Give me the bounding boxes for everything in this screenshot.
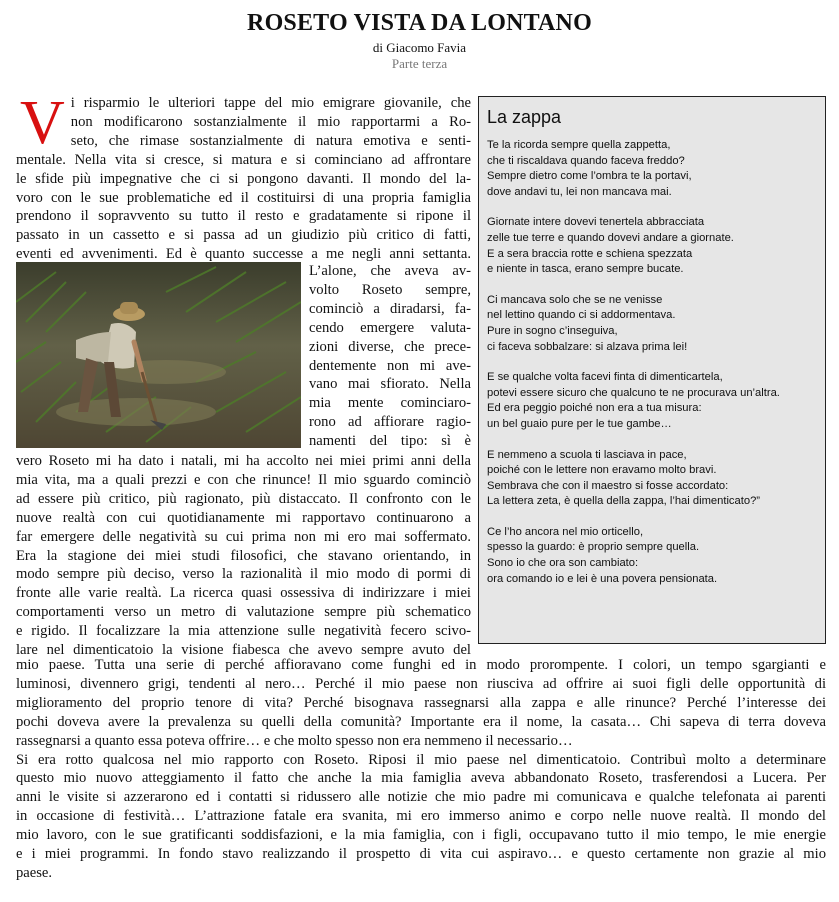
text-line: seto, che rimase sostanzialmente di natura emotiva e senti- xyxy=(70,132,471,149)
poem-line: Pure in sogno c’inseguiva, xyxy=(487,324,618,337)
poem-line: Sempre dietro come l’ombra te la portavi, xyxy=(487,170,692,183)
text-line: luminosi, divennero grigi, tendenti al nero… Perché il mio paese non riusciva ad offrire ai suoi figli delle opportunità di xyxy=(16,675,826,692)
text-line: mia vita, ma a quali prezzi e con che rinunce! Il mio sguardo cominciò xyxy=(16,471,471,488)
article-author: di Giacomo Favia xyxy=(372,40,467,55)
poem-title: La zappa xyxy=(487,107,562,127)
poem-line: E nemmeno a scuola ti lasciava in pace, xyxy=(487,448,687,461)
poem-line: Sono io che ora son cambiato: xyxy=(487,557,639,570)
poem-stanza xyxy=(487,293,817,355)
text-line: vano mai sfiorato. Nella xyxy=(309,376,471,393)
poem-line: e niente in tasca, erano sempre bucate. xyxy=(487,263,684,276)
text-line: cominciò a diradarsi, fa- xyxy=(309,300,471,317)
text-line: anni le visite si azzerarono ed i contatti si ridussero alle notizie che mio padre mi comunicava e qualche telefonata ai parenti xyxy=(16,789,826,806)
text-line: mentale. Nella vita si cresce, si matura e si cominciano ad affrontare xyxy=(16,151,471,168)
text-line: passato in un cassetto e si passa ad un giudizio più critico di fatti, xyxy=(16,227,471,244)
text-line: rono ad affiorare ragio- xyxy=(309,414,471,431)
text-line: L’alone, che aveva av- xyxy=(309,263,471,279)
poem-line: ci faceva sobbalzare: si alzava prima lei! xyxy=(487,340,688,353)
poem-stanza xyxy=(487,138,817,200)
poem-line: E a sera braccia rotte e schiena spezzata xyxy=(487,247,693,260)
poem-line: La lettera zeta, è quella della zappa, l’hai dimenticato?” xyxy=(487,495,761,508)
text-line: e i miei programmi. In fondo stavo realizzando il prospetto di vita cui aspiravo… e questo certamente non grazie al mio xyxy=(16,846,826,863)
text-line: ad essere più critico, più ragionato, più distaccato. Il confronto con le xyxy=(16,490,471,507)
text-line: Era la stagione dei miei studi filosofici, che stavano orientando, in xyxy=(16,547,471,564)
poem-line: potevi essere sicuro che qualcuno te ne procurava un’altra. xyxy=(487,386,780,399)
text-line: Si era rotto qualcosa nel mio rapporto con Roseto. Riposi il mio paese nel dimenticatoio. Contribuì molto a determinare xyxy=(16,751,826,768)
text-line: cendo emergere valuta- xyxy=(309,319,471,336)
text-line: non modificarono sostanzialmente il mio rapportarmi a Ro- xyxy=(70,113,471,130)
poem-sidebar xyxy=(478,96,826,644)
article-intro xyxy=(16,89,471,264)
poem-line: spesso la guardo: è proprio sempre quella. xyxy=(487,541,700,554)
text-line: zioni diverse, che prece- xyxy=(309,338,471,355)
text-line: prendono il sopravvento su tutto il resto e gradatamente si ripone il xyxy=(16,208,471,225)
text-line: comportamenti verso un metro di valutazione sempre più schematico xyxy=(16,604,471,621)
article-title: ROSETO VISTA DA LONTANO xyxy=(247,10,592,36)
farmer-photo-illustration xyxy=(16,262,301,448)
text-line: i risparmio le ulteriori tappe del mio emigrare giovanile, che xyxy=(70,95,471,111)
poem-line: dove andavi tu, lei non mancava mai. xyxy=(487,185,672,198)
poem-line: Ed era peggio poiché non era a tua misura: xyxy=(487,402,702,415)
text-line: nuove realtà con cui quotidianamente mi rapportavo continuarono a xyxy=(16,509,471,526)
drop-cap: V xyxy=(20,89,65,157)
text-line: fronte alle varie realtà. La ricerca quasi ossessiva di indirizzare i miei xyxy=(16,585,471,602)
text-line: questo mio nuovo atteggiamento il fatto che anche la mia famiglia aveva abbandonato Roseto, trasferendosi a Lucera. Per xyxy=(16,770,826,787)
poem-line: Ce l’ho ancora nel mio orticello, xyxy=(487,525,644,538)
text-line: mio lavoro, con le sue gratificanti soddisfazioni, e la mia famiglia, con i figli, occupavano tutto il mio tempo, le mie energie xyxy=(16,827,826,844)
text-line: miglioramento del proprio tenore di vita? Perché bisognava rassegnarsi alla zappa e alle rinunce? Perché l’interesse dei xyxy=(16,694,826,711)
poem-line: Te la ricorda sempre quella zappetta, xyxy=(487,139,671,151)
text-line: vero Roseto mi ha dato i natali, mi ha accolto nei miei primi anni della xyxy=(16,453,471,469)
poem-line: Sembrava che con il maestro si fosse accordato: xyxy=(487,479,729,492)
poem-line: E se qualche volta facevi finta di dimenticartela, xyxy=(487,371,723,384)
poem-line: Giornate intere dovevi tenertela abbracciata xyxy=(487,216,705,229)
poem-line: ora comando io e lei è una povera pensionata. xyxy=(487,572,718,585)
poem-line: Ci mancava solo che se ne venisse xyxy=(487,293,663,306)
poem-line: nel lettino quando ci si addormentava. xyxy=(487,309,676,322)
article-body xyxy=(16,656,826,883)
article-part: Parte terza xyxy=(391,56,448,71)
text-line: in occasione di festività… L’attrazione fatale era svanita, mi ero immerso animo e corpo nelle nuove realtà. Il mondo del xyxy=(16,808,826,825)
poem-stanza xyxy=(487,370,817,432)
poem-line: zelle tue terre e quando dovevi andare a giornate. xyxy=(487,231,734,244)
text-line: volto Roseto sempre, xyxy=(309,281,471,298)
text-line: lare nel dimenticatoio la visione fiabesca che avevo sempre avuto del xyxy=(16,642,471,659)
text-line: mia mente cominciaro- xyxy=(309,395,471,412)
text-line: voro con le sue problematiche ed il costituirsi di una propria famiglia xyxy=(16,189,471,206)
poem-line: poiché con le lettere non eravamo molto bravi. xyxy=(487,464,717,477)
text-line: e rigido. Il focalizzare la mia attenzione sulle negatività fecero scivo- xyxy=(16,623,471,640)
text-line: dentemente non mi ave- xyxy=(309,357,471,374)
poem-line: che ti riscaldava quando faceva freddo? xyxy=(487,154,685,167)
text-line: le sfide più impegnative che ci si pongono davanti. Il mondo del la- xyxy=(16,170,471,187)
text-line: far emergere delle negatività su cui prima non mi ero mai soffermato. xyxy=(16,528,471,545)
poem-stanza xyxy=(487,448,817,510)
farmer-photo xyxy=(16,262,301,448)
article-wrap-column xyxy=(309,262,471,451)
text-line: eventi ed avvenimenti. Ed è quanto successe a me negli anni settanta. xyxy=(16,246,471,263)
poem-stanza xyxy=(487,215,817,277)
text-line: modo sempre più deciso, verso la razionalità il mio modo di pormi di xyxy=(16,566,471,583)
poem-line: un bel guaio pure per le tue gambe… xyxy=(487,417,672,430)
text-line: mio paese. Tutta una serie di perché affioravano come funghi ed in modo prorompente. I colori, un tempo sgargianti e xyxy=(16,657,826,673)
text-line: rassegnarsi a quanto essa poteva offrire… e che molto spesso non era nemmeno il necessario… xyxy=(16,732,573,749)
text-line: paese. xyxy=(16,864,53,881)
poem-stanza xyxy=(487,525,817,587)
text-line: pochi doveva avere la prevalenza su quelli della comunità? Importante era il nome, la casata… Chi sapeva di terra doveva xyxy=(16,713,826,730)
text-line: namenti del tipo: sì è xyxy=(309,433,471,450)
article-middle xyxy=(16,452,471,660)
